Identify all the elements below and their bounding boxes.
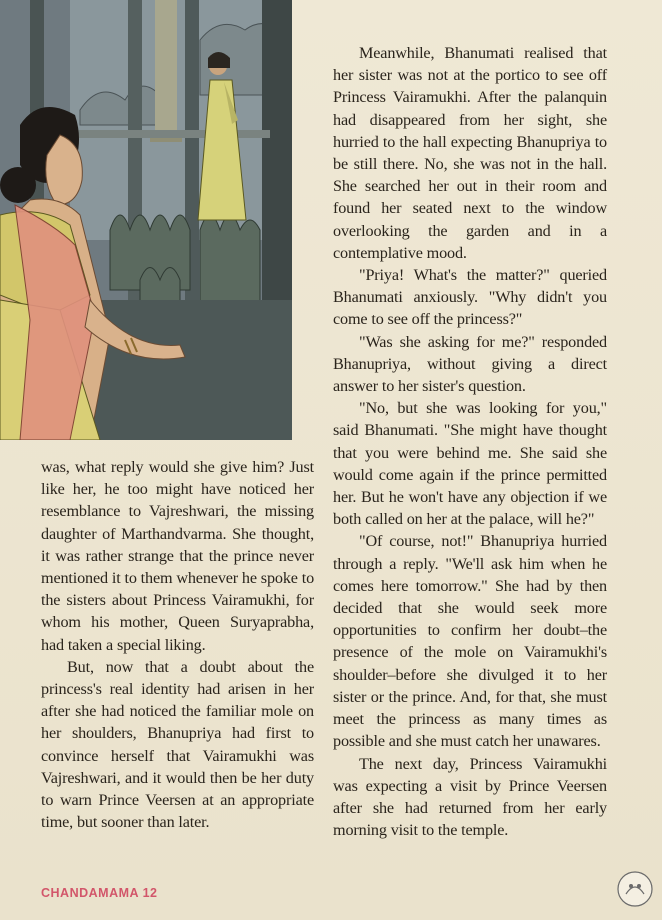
article-left-column (41, 456, 314, 833)
paragraph: "Of course, not!" Bhanupriya hurried through a reply. "We'll ask him when he comes here tomorrow." She had by then decided that she would seek more opportunities to confirm her doubt–the presence of the mole on Vairamukhi's shoulder–before she divulged it to her sister or the prince. And, for that, she must meet the princess as many times as possible and she must catch her unawares. (333, 532, 607, 751)
paragraph: Meanwhile, Bhanumati realised that her sister was not at the portico to see off Princess Vairamukhi. After the palanquin had disappeared from her sight, she hurried to the hall expecting Bhanupriya to be still there. No, she was not in the hall. She searched her out in their room and found her seated next to the window overlooking the garden and in a contemplative mood. (333, 44, 607, 262)
article-right-column (333, 42, 607, 841)
paragraph: "No, but she was looking for you," said Bhanumati. "She might have thought that you were behind me. She said she would come again if the prince permitted her. But he won't have any objection if we both called on her at the palace, will he?" (333, 399, 607, 529)
princess-at-window-illustration (0, 0, 292, 440)
paragraph: "Priya! What's the matter?" queried Bhanumati anxiously. "Why didn't you come to see off the princess?" (333, 266, 607, 329)
paragraph: "Was she asking for me?" responded Bhanupriya, without giving a direct answer to her sister's question. (333, 332, 607, 396)
paragraph: The next day, Princess Vairamukhi was expecting a visit by Prince Veersen after she had returned from her early morning visit to the temple. (333, 754, 607, 840)
paragraph: But, now that a doubt about the princess's real identity had arisen in her after she had noticed the familiar mole on her shoulders, Bhanupriya had first to convince herself that Vairamukhi was Vajreshwari, and it would then be her duty to warn Prince Veersen at an appropriate time, but sooner than later. (41, 657, 314, 832)
story-illustration (0, 0, 292, 440)
magazine-name: CHANDAMAMA (41, 886, 139, 900)
page-footer (41, 886, 157, 900)
page-number: 12 (142, 886, 158, 900)
publisher-seal-icon (616, 870, 654, 908)
paragraph: was, what reply would she give him? Just like her, he too might have noticed her resemblance to Vajreshwari, the missing daughter of Marthandvarma. She thought, it was rather strange that the prince never mentioned it to them whenever he spoke to the sisters about Princess Vairamukhi, for whom his mother, Queen Suryaprabha, had taken a special liking. (41, 458, 315, 654)
